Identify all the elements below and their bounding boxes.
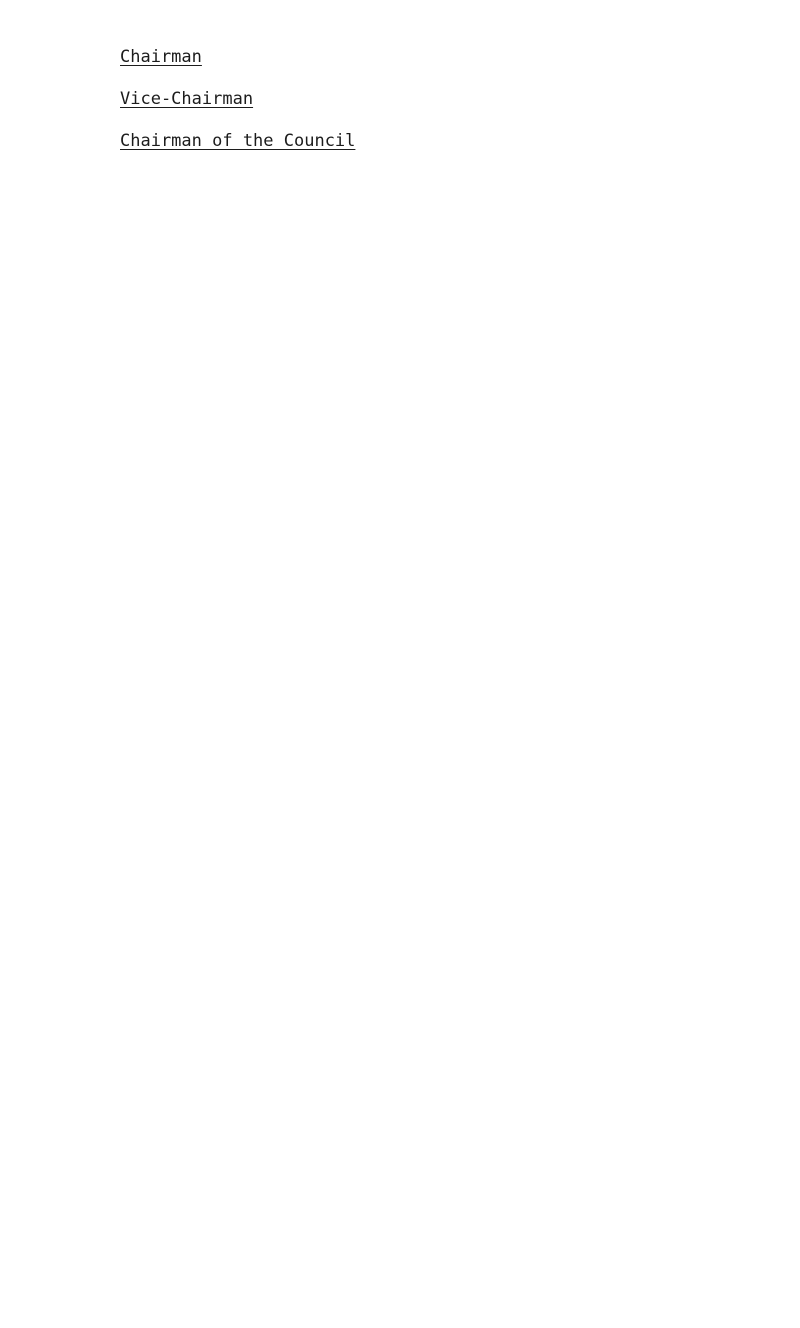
council-chairman-line: Chairman of the Council <box>120 131 356 151</box>
chairman-line: Chairman <box>120 47 202 67</box>
vice-chairman-line: Vice-Chairman <box>120 89 254 109</box>
